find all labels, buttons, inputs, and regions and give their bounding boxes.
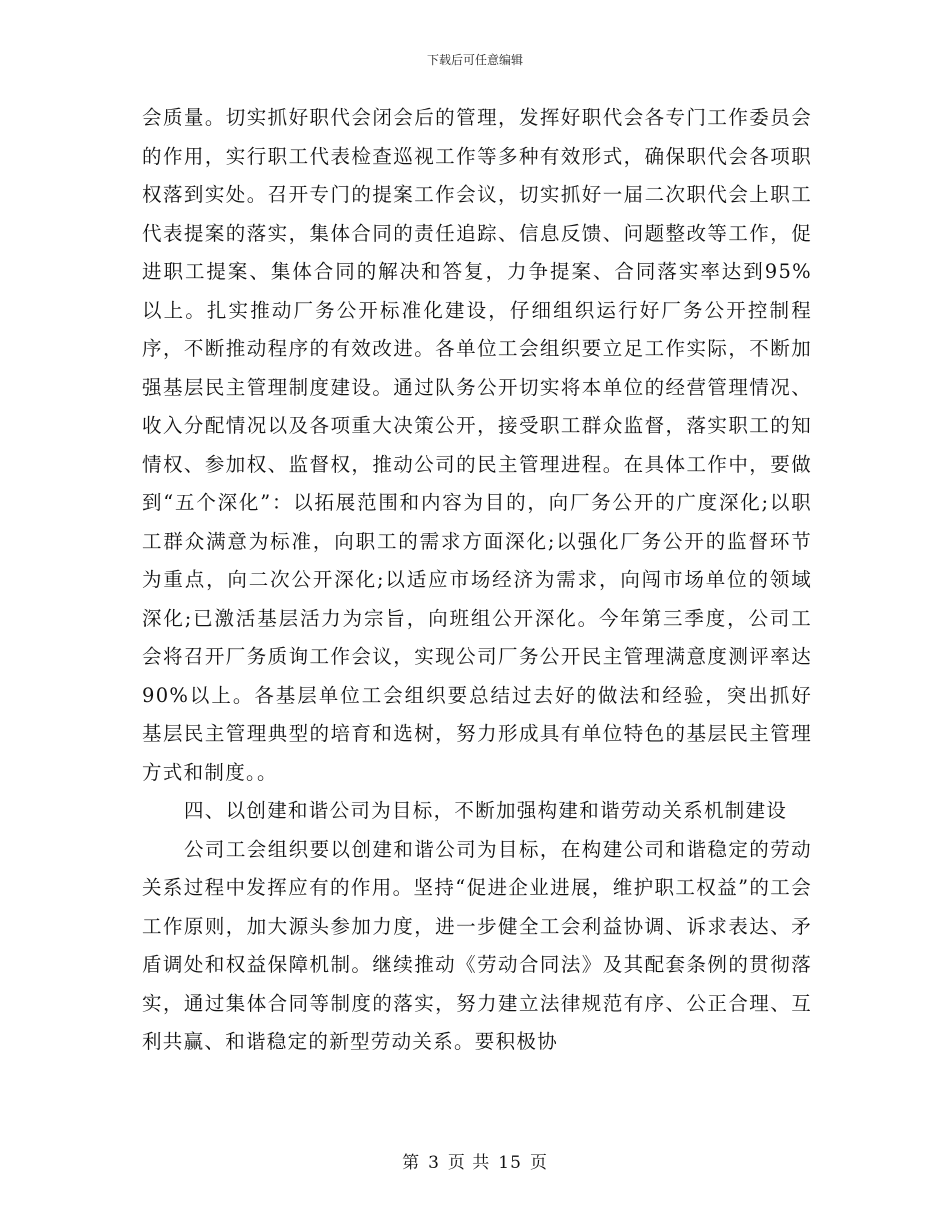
total-pages: 15 bbox=[498, 1153, 522, 1173]
paragraph: 公司工会组织要以创建和谐公司为目标，在构建公司和谐稳定的劳动关系过程中发挥应有的作用。坚持“促进企业进展，维护职工权益”的工会工作原则，加大源头参加力度，进一步健全工会利益协调、诉求表达、矛盾调处和权益保障机制。继续推动《劳动合同法》及其配套条例的贯彻落实，通过集体合同等制度的落实，努力建立法律规范有序、公正合理、互利共赢、和谐稳定的新型劳动关系。要积极协 bbox=[142, 837, 812, 1053]
page-number: 3 bbox=[428, 1153, 440, 1173]
page-header: 下载后可任意编辑 bbox=[426, 53, 523, 67]
document-body bbox=[142, 99, 812, 1062]
footer-middle: 页 共 bbox=[447, 1153, 491, 1173]
paragraph: 会质量。切实抓好职代会闭会后的管理，发挥好职代会各专门工作委员会的作用，实行职工代表检查巡视工作等多种有效形式，确保职代会各项职权落到实处。召开专门的提案工作会议，切实抓好一届二次职代会上职工代表提案的落实，集体合同的责任追踪、信息反馈、问题整改等工作，促进职工提案、集体合同的解决和答复，力争提案、合同落实率达到95%以上。扎实推动厂务公开标准化建设，仔细组织运行好厂务公开控制程序，不断推动程序的有效改进。各单位工会组织要立足工作实际，不断加强基层民主管理制度建设。通过队务公开切实将本单位的经营管理情况、收入分配情况以及各项重大决策公开，接受职工群众监督，落实职工的知情权、参加权、监督权，推动公司的民主管理进程。在具体工作中，要做到“五个深化”：以拓展范围和内容为目的，向厂务公开的广度深化;以职工群众满意为标准，向职工的需求方面深化;以强化厂务公开的监督环节为重点，向二次公开深化;以适应市场经济为需求，向闯市场单位的领域深化;已激活基层活力为宗旨，向班组公开深化。今年第三季度，公司工会将召开厂务质询工作会议，实现公司厂务公开民主管理满意度测评率达90%以上。各基层单位工会组织要总结过去好的做法和经验，突出抓好基层民主管理典型的培育和选树，努力形成具有单位特色的基层民主管理方式和制度。。 bbox=[142, 106, 812, 784]
section-heading: 四、以创建和谐公司为目标，不断加强构建和谐劳动关系机制建设 bbox=[184, 799, 788, 822]
footer-suffix: 页 bbox=[529, 1153, 548, 1173]
footer-prefix: 第 bbox=[402, 1153, 421, 1173]
page-footer bbox=[0, 1152, 950, 1174]
